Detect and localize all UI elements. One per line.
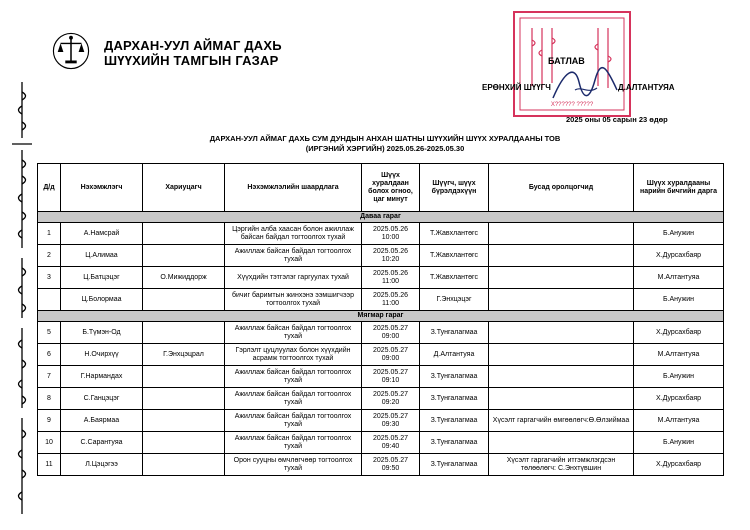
table-row [38, 388, 724, 410]
table-row [38, 366, 724, 388]
cell-others [489, 289, 634, 311]
cell-secretary: М.Алтантуяа [634, 267, 724, 289]
cell-judge: Г.Энхцэцэг [420, 289, 489, 311]
cell-plaintiff: Ц.Батцэцэг [61, 267, 143, 289]
scales-of-justice-emblem-icon [52, 32, 90, 70]
cell-datetime [362, 223, 420, 245]
cell-secretary: Б.Анужин [634, 223, 724, 245]
cell-num: 5 [38, 322, 61, 344]
cell-judge: З.Тунгалагмаа [420, 388, 489, 410]
cell-plaintiff: Б.Түмэн-Од [61, 322, 143, 344]
cell-others [489, 245, 634, 267]
cell-plaintiff: А.Намсрай [61, 223, 143, 245]
header-claim: Нэхэмжлэлийн шаардлага [225, 164, 362, 212]
cell-datetime [362, 454, 420, 476]
cell-judge: З.Тунгалагмаа [420, 410, 489, 432]
header-time: Шүүх хуралдаан болох огноо, цаг минут [362, 164, 420, 212]
cell-judge: З.Тунгалагмаа [420, 432, 489, 454]
document-title [150, 134, 620, 154]
vertical-mongolian-script-text [4, 78, 40, 518]
schedule-table-body [38, 212, 724, 476]
header-defendant: Хариуцагч [143, 164, 225, 212]
cell-time: 09:00 [381, 332, 400, 340]
cell-others [489, 432, 634, 454]
cell-defendant [143, 223, 225, 245]
cell-num [38, 289, 61, 311]
cell-defendant [143, 366, 225, 388]
cell-defendant [143, 410, 225, 432]
cell-judge: З.Тунгалагмаа [420, 366, 489, 388]
cell-datetime [362, 289, 420, 311]
cell-date: 2025.05.27 [372, 434, 409, 442]
cell-secretary: Б.Анужин [634, 366, 724, 388]
cell-plaintiff: Ц.Алимаа [61, 245, 143, 267]
cell-time: 09:00 [381, 354, 400, 362]
cell-claim: Ажиллаж байсан байдал тогтоолгох тухай [225, 366, 362, 388]
cell-num: 6 [38, 344, 61, 366]
cell-time: 11:00 [382, 277, 399, 285]
cell-datetime [362, 267, 420, 289]
handwritten-signature [545, 60, 625, 110]
cell-claim: Ажиллаж байсан байдал тогтоолгох тухай [225, 245, 362, 267]
table-row [38, 245, 724, 267]
cell-date: 2025.05.27 [372, 346, 409, 354]
cell-plaintiff: Ц.Болормаа [61, 289, 143, 311]
table-row [38, 322, 724, 344]
table-header-row [38, 164, 724, 212]
cell-others [489, 366, 634, 388]
table-row [38, 223, 724, 245]
section-row [38, 311, 724, 322]
cell-claim: Хүүхдийн тэтгэлэг гаргуулах тухай [225, 267, 362, 289]
cell-datetime [362, 245, 420, 267]
cell-others [489, 267, 634, 289]
cell-num: 2 [38, 245, 61, 267]
cell-time: 10:00 [381, 233, 400, 241]
header-secretary: Шүүх хуралдааны нарийн бичгийн дарга [634, 164, 724, 212]
approval-name: Д.АЛТАНТУЯА [618, 83, 675, 92]
cell-datetime [362, 322, 420, 344]
cell-secretary: Х.Дурсахбаяр [634, 322, 724, 344]
cell-plaintiff: С.Сарантуяа [61, 432, 143, 454]
cell-date: 2025.05.27 [372, 456, 409, 464]
document-title-line2: (ИРГЭНИЙ ХЭРГИЙН) 2025.05.26-2025.05.30 [305, 144, 465, 153]
svg-text:Х?????? ?????: Х?????? ????? [550, 102, 594, 108]
cell-plaintiff: Г.Нармандах [61, 366, 143, 388]
document-title-line1: ДАРХАН-УУЛ АЙМАГ ДАХЬ СУМ ДУНДЫН АНХАН ШАТНЫ ШҮҮХИЙН ШҮҮХ ХУРАЛДААНЫ ТОВ [209, 134, 561, 143]
cell-judge: Д.Алтантуяа [420, 344, 489, 366]
cell-claim: Ажиллаж байсан байдал тогтоолгох тухай [225, 410, 362, 432]
cell-secretary: М.Алтантуяа [634, 410, 724, 432]
cell-claim: Ажиллаж байсан байдал тогтоолгох тухай [225, 432, 362, 454]
cell-date: 2025.05.27 [372, 324, 409, 332]
cell-defendant [143, 245, 225, 267]
schedule-table [37, 163, 724, 476]
cell-plaintiff: А.Баярмаа [61, 410, 143, 432]
approval-date: 2025 оны 05 сарын 23 өдөр [566, 115, 668, 124]
cell-num: 3 [38, 267, 61, 289]
cell-time: 11:00 [382, 299, 399, 307]
cell-others: Хүсэлт гаргагчийн өмгөөлөгч:Ө.Өлзиймаа [489, 410, 634, 432]
cell-plaintiff: С.Ганцэцэг [61, 388, 143, 410]
table-row [38, 432, 724, 454]
header-plaintiff: Нэхэмжлэгч [61, 164, 143, 212]
cell-date: 2025.05.26 [372, 269, 409, 277]
cell-defendant: О.Мижиддорж [143, 267, 225, 289]
table-row [38, 267, 724, 289]
cell-judge: Т.Жавхлантөгс [420, 267, 489, 289]
cell-time: 09:50 [381, 464, 400, 472]
cell-date: 2025.05.27 [372, 412, 409, 420]
cell-defendant [143, 289, 225, 311]
table-row [38, 454, 724, 476]
cell-datetime [362, 344, 420, 366]
cell-date: 2025.05.26 [372, 225, 409, 233]
cell-secretary: Б.Анужин [634, 289, 724, 311]
cell-others [489, 322, 634, 344]
cell-defendant [143, 322, 225, 344]
approval-title: БАТЛАВ [548, 56, 585, 66]
cell-num: 10 [38, 432, 61, 454]
cell-plaintiff: Н.Очирхүү [61, 344, 143, 366]
section-row [38, 212, 724, 223]
table-row [38, 289, 724, 311]
cell-judge: Т.Жавхлантөгс [420, 245, 489, 267]
cell-defendant: Г.Энхцэцрал [143, 344, 225, 366]
cell-secretary: Х.Дурсахбаяр [634, 245, 724, 267]
cell-judge: З.Тунгалагмаа [420, 322, 489, 344]
cell-time: 10:20 [381, 255, 400, 263]
cell-others [489, 223, 634, 245]
cell-claim: бичиг баримтын жинхэнэ ээмшигчээр тогтоолгох тухай [225, 289, 362, 311]
cell-date: 2025.05.26 [372, 247, 409, 255]
section-title: Мягмар гараг [38, 311, 724, 322]
section-title: Даваа гараг [38, 212, 724, 223]
organization-name [104, 38, 282, 68]
cell-defendant [143, 454, 225, 476]
cell-claim: Цэргийн алба хаасан болон ажиллаж байсан байдал тогтоолгох тухай [225, 223, 362, 245]
cell-num: 1 [38, 223, 61, 245]
cell-num: 9 [38, 410, 61, 432]
cell-date: 2025.05.27 [372, 390, 409, 398]
cell-time: 09:30 [381, 420, 400, 428]
table-row [38, 344, 724, 366]
organization-name-line1: ДАРХАН-УУЛ АЙМАГ ДАХЬ [104, 38, 282, 53]
table-row [38, 410, 724, 432]
cell-num: 8 [38, 388, 61, 410]
cell-num: 11 [38, 454, 61, 476]
cell-date: 2025.05.26 [372, 291, 409, 299]
cell-judge: З.Тунгалагмаа [420, 454, 489, 476]
cell-time: 09:20 [381, 398, 400, 406]
cell-datetime [362, 432, 420, 454]
cell-defendant [143, 432, 225, 454]
cell-claim: Ажиллаж байсан байдал тогтоолгох тухай [225, 322, 362, 344]
cell-claim: Гэрлэлт цуцлуулах болон хүүхдийн асрамж тогтоолгох тухай [225, 344, 362, 366]
cell-secretary: Х.Дурсахбаяр [634, 388, 724, 410]
cell-secretary: М.Алтантуяа [634, 344, 724, 366]
cell-date: 2025.05.27 [372, 368, 409, 376]
cell-others [489, 344, 634, 366]
cell-time: 09:10 [381, 376, 400, 384]
cell-others: Хүсэлт гаргагчийн итгэмжлэгдсэн төлөөлөгч: С.Энхтүвшин [489, 454, 634, 476]
cell-judge: Т.Жавхлантөгс [420, 223, 489, 245]
cell-defendant [143, 388, 225, 410]
header-judge: Шүүгч, шүүх бүрэлдэхүүн [420, 164, 489, 212]
cell-claim: Ажиллаж байсан байдал тогтоолгох тухай [225, 388, 362, 410]
cell-datetime [362, 366, 420, 388]
cell-secretary: Х.Дурсахбаяр [634, 454, 724, 476]
cell-others [489, 388, 634, 410]
approval-role: ЕРӨНХИЙ ШҮҮГЧ [482, 83, 551, 92]
cell-secretary: Б.Анужин [634, 432, 724, 454]
organization-name-line2: ШҮҮХИЙН ТАМГЫН ГАЗАР [104, 53, 279, 68]
cell-datetime [362, 410, 420, 432]
cell-time: 09:40 [381, 442, 400, 450]
header-num: Д/д [38, 164, 61, 212]
cell-claim: Орон сууцны өмчлөгчөөр тогтоолгох тухай [225, 454, 362, 476]
cell-plaintiff: Л.Цэцэгээ [61, 454, 143, 476]
header-others: Бусад оролцогчид [489, 164, 634, 212]
cell-datetime [362, 388, 420, 410]
cell-num: 7 [38, 366, 61, 388]
